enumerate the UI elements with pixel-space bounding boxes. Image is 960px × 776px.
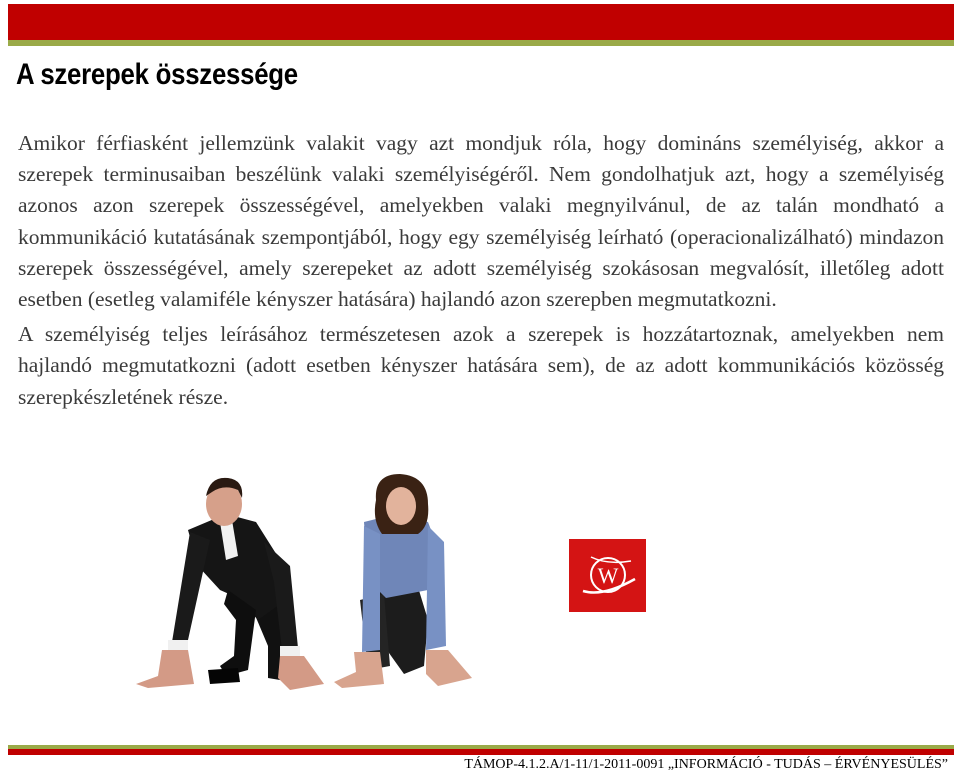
- woman-figure: [334, 474, 472, 688]
- slide-body: [18, 128, 944, 417]
- globe-w-icon: [569, 539, 646, 612]
- slide-title: A szerepek összessége: [16, 58, 298, 91]
- man-figure: [136, 478, 324, 690]
- header-green-line: [8, 40, 954, 46]
- footer-text: TÁMOP-4.1.2.A/1-11/1-2011-0091 „INFORMÁCIÓ - TUDÁS – ÉRVÉNYESÜLÉS”: [464, 757, 948, 772]
- paragraph-1: Amikor férfiasként jellemzünk valakit vagy azt mondjuk róla, hogy domináns személyiség, akkor a szerepek terminusaiban beszélünk valaki személyiségéről. Nem gondolhatjuk azt, hogy a személyiség azonos azon szerepek összességével, amelyekben valaki megnyilvánul, de az talán mondható a kommunikáció kutatásának szempontjából, hogy egy személyiség leírható (operacionalizálható) mindazon szerepek összességével, amely szerepeket az adott személyiség szokásosan megvalósít, illetőleg adott esetben (esetleg valamiféle kényszer hatására) hajlandó azon szerepben megmutatkozni.: [18, 131, 944, 312]
- paragraph-2: A személyiség teljes leírásához természetesen azok a szerepek is hozzátartoznak, amelyekben nem hajlandó megmutatkozni (adott esetben kényszer hatására sem), de az adott kommunikációs közösség szerepkészletének része.: [18, 322, 944, 409]
- globe-w-logo: [569, 539, 646, 612]
- logo-letter: W: [597, 563, 619, 588]
- header-red-bar: [8, 4, 954, 40]
- footer-red-bar: [8, 749, 954, 755]
- business-people-photo: [128, 470, 512, 706]
